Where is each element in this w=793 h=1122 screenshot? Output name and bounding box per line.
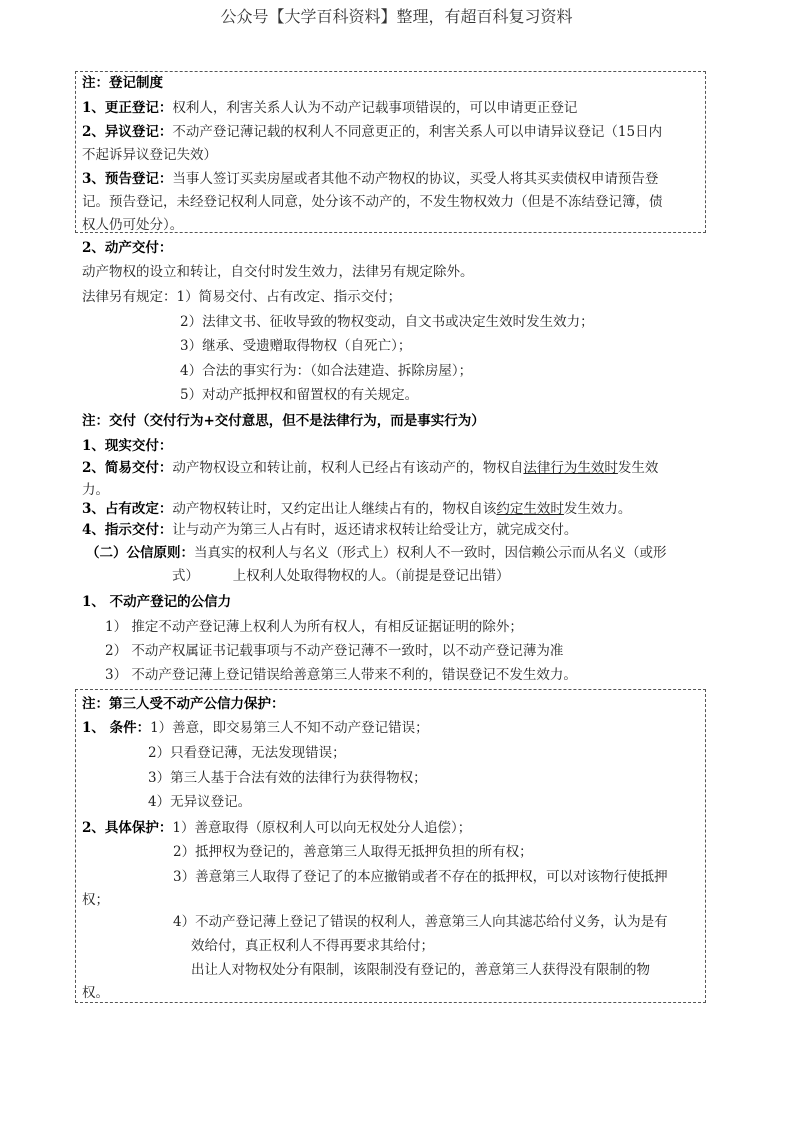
note-line: 2）只看登记薄，无法发现错误； [148, 745, 346, 761]
sub-heading: 1、 不动产登记的公信力 [82, 594, 232, 610]
underlined-text: 法律行为生效时 [523, 460, 618, 476]
note-line: 3）善意第三人取得了登记了的本应撤销或者不存在的抵押权，可以对该物行使抵押 [173, 869, 668, 885]
text: 发生效力。 [563, 501, 632, 517]
term: 2、具体保护： [82, 820, 173, 836]
list-item: 3） 不动产登记薄上登记错误给善意第三人带来不利的，错误登记不发生效力。 [105, 667, 577, 683]
list-item: 2）法律文书、征收导致的物权变动，自文书或决定生效时发生效力； [180, 314, 594, 330]
note-line: 3）第三人基于合法有效的法律行为获得物权； [148, 770, 427, 786]
note-line: 权。 [82, 985, 109, 1001]
delivery-item [82, 459, 658, 477]
list-item: 2） 不动产权属证书记载事项与不动产登记薄不一致时，以不动产登记薄为准 [105, 643, 564, 659]
text: 1）善意，即交易第三人不知不动产登记错误； [150, 720, 429, 736]
note-line [82, 99, 577, 117]
delivery-item [82, 521, 577, 539]
text: 当真实的权利人与名义（形式上）权利人不一致时，因信赖公示而从名义（或形 [194, 545, 667, 561]
text: 让与动产为第三人占有时，返还请求权转让给受让方，就完成交付。 [172, 522, 578, 538]
term: 1、更正登记： [82, 100, 173, 116]
page-header: 公众号【大学百科资料】整理，有超百科复习资料 [220, 7, 573, 26]
principle-line [86, 544, 667, 562]
note-line [82, 819, 471, 837]
text: 动产物权设立和转让前，权利人已经占有该动产的，物权自 [172, 460, 524, 476]
term: 1、 条件： [82, 720, 151, 736]
note-line [82, 170, 658, 188]
note-line: 权人仍可处分）。 [82, 217, 184, 233]
note-line: 效给付，真正权利人不得再要求其给付； [191, 938, 434, 954]
note-title: 注：登记制度 [82, 75, 163, 91]
term: 2、简易交付： [82, 460, 173, 476]
section-title: 2、动产交付： [82, 240, 173, 256]
text: 1）善意取得（原权利人可以向无权处分人追偿）； [172, 820, 472, 836]
term: （二）公信原则： [86, 545, 194, 561]
principle-line: 式） 上权利人处取得物权的人。（前提是登记出错） [172, 568, 510, 584]
list-item: 4）合法的事实行为：（如合法建造、拆除房屋）； [180, 363, 473, 379]
text: 不动产登记薄记载的权利人不同意更正的，利害关系人可以申请异议登记（15日内 [172, 124, 663, 140]
term: 3、预告登记： [82, 171, 173, 187]
note-heading: 注：交付（交付行为+交付意思，但不是法律行为，而是事实行为） [82, 413, 485, 429]
text: 动产物权转让时，又约定出让人继续占有的，物权自该 [172, 501, 497, 517]
paragraph: 法律另有规定：1）简易交付、占有改定、指示交付； [82, 289, 402, 305]
text: 发生效 [617, 460, 659, 476]
note-line [82, 719, 429, 737]
term: 2、异议登记： [82, 124, 173, 140]
note-line: 权； [82, 892, 109, 908]
note-line: 记。预告登记，未经登记权利人同意，处分该不动产的，不发生物权效力（但是不冻结登记簿，债 [82, 194, 663, 210]
delivery-item: 力。 [82, 482, 109, 498]
note-line [82, 123, 662, 141]
term: 3、占有改定： [82, 501, 173, 517]
list-item: 5）对动产抵押权和留置权的有关规定。 [180, 387, 419, 403]
list-item: 3）继承、受遗赠取得物权（自死亡）； [180, 338, 412, 354]
text: 权利人，利害关系人认为不动产记载事项错误的，可以申请更正登记 [172, 100, 578, 116]
note-title: 注：第三人受不动产公信力保护： [82, 696, 285, 712]
paragraph: 动产物权的设立和转让，自交付时发生效力，法律另有规定除外。 [82, 264, 474, 280]
note-line: 4）无异议登记。 [148, 794, 252, 810]
note-line: 4）不动产登记薄上登记了错误的权利人，善意第三人向其滤芯给付义务，认为是有 [173, 914, 668, 930]
text: 当事人签订买卖房屋或者其他不动产物权的协议，买受人将其买卖债权申请预告登 [172, 171, 659, 187]
underlined-text: 约定生效时 [496, 501, 564, 517]
note-line: 2）抵押权为登记的，善意第三人取得无抵押负担的所有权； [173, 844, 533, 860]
note-line: 出让人对物权处分有限制，该限制没有登记的，善意第三人获得没有限制的物 [191, 962, 650, 978]
delivery-item [82, 500, 631, 518]
note-line: 不起诉异议登记失效） [82, 147, 217, 163]
term: 4、指示交付： [82, 522, 173, 538]
delivery-heading: 1、现实交付： [82, 438, 173, 454]
list-item: 1） 推定不动产登记薄上权利人为所有权人，有相反证据证明的除外； [105, 619, 523, 635]
